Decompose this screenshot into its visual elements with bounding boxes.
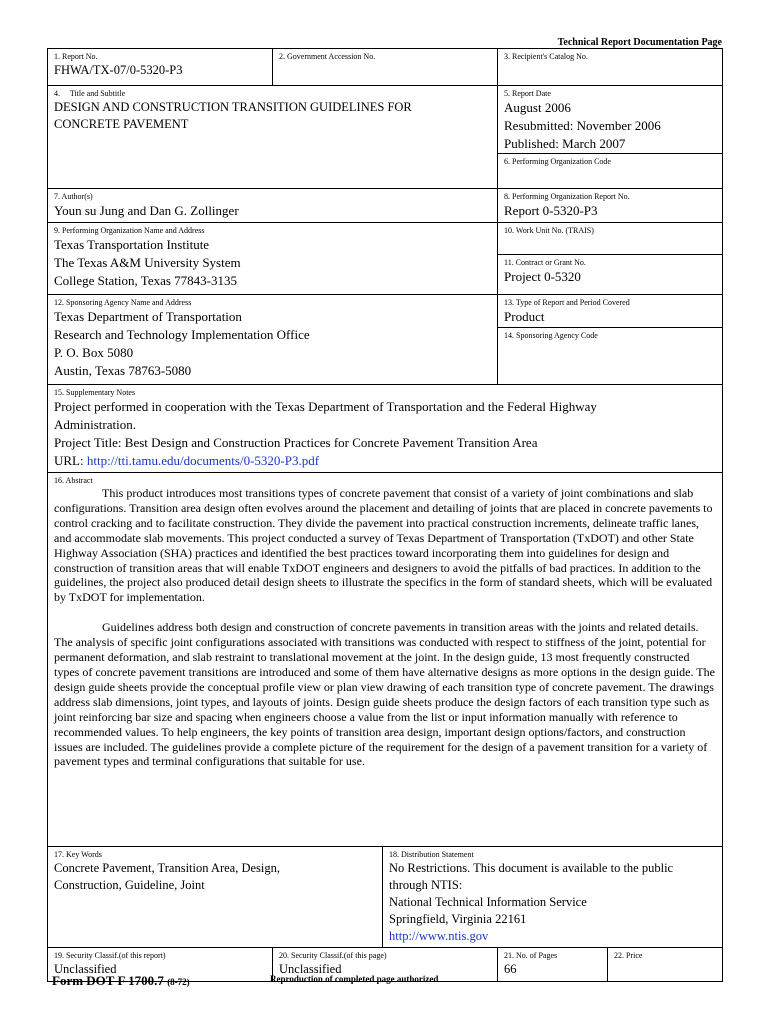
key-words-label: 17. Key Words xyxy=(54,850,102,859)
page-header: Technical Report Documentation Page xyxy=(557,37,722,48)
authors-label: 7. Author(s) xyxy=(54,192,93,201)
distribution-line-1: No Restrictions. This document is available to the public xyxy=(389,861,674,875)
notes-line-2: Administration. xyxy=(54,417,136,432)
notes-cell xyxy=(48,385,723,473)
report-date-label: 5. Report Date xyxy=(504,89,551,98)
ntis-url-link[interactable]: http://www.ntis.gov xyxy=(389,929,489,943)
report-type-cell xyxy=(498,295,723,385)
notes-url-link[interactable]: http://tti.tamu.edu/documents/0-5320-P3.pdf xyxy=(86,453,320,468)
perf-org-report-label: 8. Performing Organization Report No. xyxy=(504,192,630,201)
abstract-label: 16. Abstract xyxy=(54,476,93,485)
notes-line-1: Project performed in cooperation with the Texas Department of Transportation and the Federal Highway xyxy=(54,399,597,414)
authors-value: Youn su Jung and Dan G. Zollinger xyxy=(54,203,239,218)
sponsor-line-2: Research and Technology Implementation Office xyxy=(54,327,310,342)
contract-no-value: Project 0-5320 xyxy=(504,269,581,284)
perf-org-name-line-2: The Texas A&M University System xyxy=(54,255,241,270)
distribution-cell xyxy=(383,847,723,948)
title-label: 4. Title and Subtitle xyxy=(54,89,126,98)
abstract-cell xyxy=(48,473,723,847)
title-line-2: CONCRETE PAVEMENT xyxy=(54,117,189,131)
distribution-line-4: Springfield, Virginia 22161 xyxy=(389,912,527,926)
notes-line-3: Project Title: Best Design and Construction Practices for Concrete Pavement Transition Area xyxy=(54,435,538,450)
form-id-text: Form DOT F 1700.7 xyxy=(52,973,164,988)
report-date-line-2: Resubmitted: November 2006 xyxy=(504,118,661,133)
reproduction-note: Reproduction of completed page authorized xyxy=(270,974,439,984)
work-unit-label: 10. Work Unit No. (TRAIS) xyxy=(504,226,594,235)
perf-org-report-value: Report 0-5320-P3 xyxy=(504,203,598,218)
sponsor-label: 12. Sponsoring Agency Name and Address xyxy=(54,298,192,307)
security-page-value: Unclassified xyxy=(279,962,342,976)
perf-org-code-label: 6. Performing Organization Code xyxy=(504,157,611,166)
notes-url-label: URL: xyxy=(54,453,87,468)
security-report-value: Unclassified xyxy=(54,962,117,976)
report-no-value: FHWA/TX-07/0-5320-P3 xyxy=(54,63,183,77)
report-type-value: Product xyxy=(504,309,545,324)
perf-org-name-line-1: Texas Transportation Institute xyxy=(54,237,210,252)
security-page-label: 20. Security Classif.(of this page) xyxy=(279,951,387,960)
price-label: 22. Price xyxy=(614,951,643,960)
report-date-cell xyxy=(498,86,723,189)
num-pages-value: 66 xyxy=(504,962,517,976)
title-cell xyxy=(48,86,498,189)
sponsor-line-3: P. O. Box 5080 xyxy=(54,345,134,360)
title-line-1: DESIGN AND CONSTRUCTION TRANSITION GUIDELINES FOR xyxy=(54,100,412,114)
report-type-label: 13. Type of Report and Period Covered xyxy=(504,298,630,307)
sponsor-line-1: Texas Department of Transportation xyxy=(54,309,242,324)
sponsor-cell xyxy=(48,295,498,385)
distribution-line-2: through NTIS: xyxy=(389,878,463,892)
form-id xyxy=(52,973,190,988)
notes-url-line xyxy=(54,452,717,470)
documentation-form xyxy=(47,48,723,982)
distribution-label: 18. Distribution Statement xyxy=(389,850,474,859)
catalog-no-cell xyxy=(498,49,723,86)
notes-label: 15. Supplementary Notes xyxy=(54,388,136,397)
distribution-line-3: National Technical Information Service xyxy=(389,895,587,909)
abstract-paragraph-1: This product introduces most transitions types of concrete pavement that consist of a variety of joint combinations and slab configurations. Transition area design often evolves around the placement and detailing of joints that are placed in concrete pavements to control cracking and to facilitate construction. They divide the pavement into practical construction increments, delineate traffic lanes, and accommodate slab movements. This project conducted a survey of Texas Department of Transportation (TxDOT) and other State Highway Association (SHA) practices and identified the best practices toward incorporating them into guidelines for design and construction of transition areas that will enable TxDOT engineers and designers to avoid the pitfalls of bad practices. In addition to the guidelines, the project also produced detail design sheets to illustrate the specifics in the form of standard sheets, which will be evaluated by TxDOT for implementation. xyxy=(54,486,713,605)
gov-accession-label: 2. Government Accession No. xyxy=(279,52,376,61)
form-footer xyxy=(52,972,722,990)
perf-org-name-line-3: College Station, Texas 77843-3135 xyxy=(54,273,237,288)
form-revision: (8-72) xyxy=(167,977,190,987)
report-date-line-1: August 2006 xyxy=(504,100,571,115)
gov-accession-cell xyxy=(273,49,498,86)
key-words-line-2: Construction, Guideline, Joint xyxy=(54,878,205,892)
abstract-paragraph-2: Guidelines address both design and construction of concrete pavements in transition areas with the joints and related details. The analysis of specific joint configurations associated with transitions was conducted with respect to stiffness of the joint, potential for permanent deformation, and slab restraint to translational movement at the joint. In the design guide, 13 most frequently constructed types of concrete pavement transitions are introduced and some of them have alternative designs as more options in the design guide. The design guide sheets provide the conceptual profile view or plan view drawing of each transition type of concrete pavement. The drawings address slab dimensions, joint types, and layouts of joints. Design guide sheets produce the design factors of each transition type such as joint reinforcing bar size and spacing when engineers choose a value from the list or input information manually with reference to recommended values. To help engineers, the key points of transition area design, important design options/factors, and construction issues are included. The guidelines provide a complete picture of the requirement for the design of a pavement transition for a variety of pavement types and terminal configurations that suitable for use. xyxy=(54,620,715,769)
perf-org-name-label: 9. Performing Organization Name and Address xyxy=(54,226,205,235)
key-words-cell xyxy=(48,847,383,948)
work-unit-cell xyxy=(498,223,723,295)
contract-no-label: 11. Contract or Grant No. xyxy=(504,258,586,267)
security-report-label: 19. Security Classif.(of this report) xyxy=(54,951,166,960)
num-pages-label: 21. No. of Pages xyxy=(504,951,558,960)
report-no-label: 1. Report No. xyxy=(54,52,98,61)
sponsor-code-label: 14. Sponsoring Agency Code xyxy=(504,331,598,340)
report-date-line-3: Published: March 2007 xyxy=(504,136,626,151)
catalog-no-label: 3. Recipient's Catalog No. xyxy=(504,52,588,61)
sponsor-line-4: Austin, Texas 78763-5080 xyxy=(54,363,192,378)
perf-org-report-cell xyxy=(498,189,723,223)
perf-org-name-cell xyxy=(48,223,498,295)
authors-cell xyxy=(48,189,498,223)
key-words-line-1: Concrete Pavement, Transition Area, Design, xyxy=(54,861,281,875)
report-no-cell xyxy=(48,49,273,86)
